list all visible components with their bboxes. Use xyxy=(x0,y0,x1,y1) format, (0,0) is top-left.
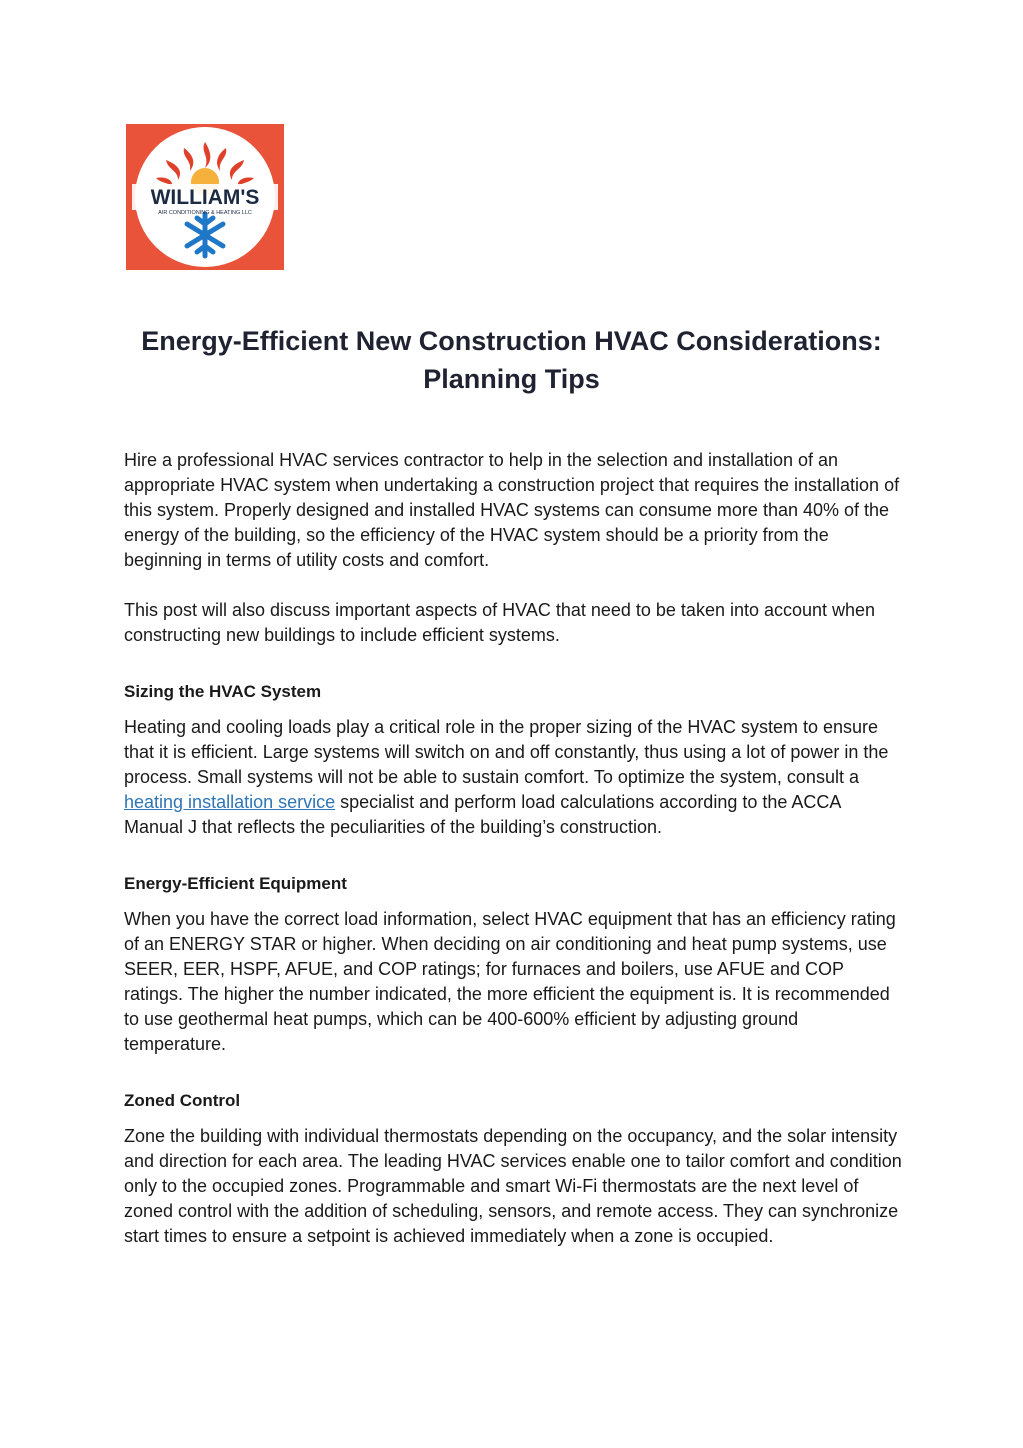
title-line-2: Planning Tips xyxy=(423,364,600,394)
sizing-text-before-link: Heating and cooling loads play a critical role in the proper sizing of the HVAC system to ensure that it is efficient. Large systems will switch on and off constantly, thus using a lot of power in the process. Small systems will not be able to sustain comfort. To optimize the system, consult a xyxy=(124,717,889,787)
company-logo xyxy=(126,124,284,270)
zoned-paragraph: Zone the building with individual thermostats depending on the occupancy, and the solar intensity and direction for each area. The leading HVAC services enable one to tailor comfort and condition only to the occupied zones. Programmable and smart Wi-Fi thermostats are the next level of zoned control with the addition of scheduling, sensors, and remote access. They can synchronize start times to ensure a setpoint is achieved immediately when a zone is occupied. xyxy=(124,1126,902,1246)
logo-tagline: AIR CONDITIONING & HEATING LLC xyxy=(158,210,252,216)
sun-snowflake-logo-icon xyxy=(126,124,284,270)
equipment-paragraph: When you have the correct load information, select HVAC equipment that has an efficiency rating of an ENERGY STAR or higher. When deciding on air conditioning and heat pump systems, use SEER, EER, HSPF, AFUE, and COP ratings; for furnaces and boilers, use AFUE and COP ratings. The higher the number indicated, the more efficient the equipment is. It is recommended to use geothermal heat pumps, which can be 400-600% efficient by adjusting ground temperature. xyxy=(124,909,896,1054)
intro-paragraph-2: This post will also discuss important aspects of HVAC that need to be taken into account when constructing new buildings to include efficient systems. xyxy=(124,600,876,645)
section-heading-sizing: Sizing the HVAC System xyxy=(124,682,322,701)
intro-paragraph-1: Hire a professional HVAC services contractor to help in the selection and installation of an appropriate HVAC system when undertaking a construction project that requires the installation of this system. Properly designed and installed HVAC systems can consume more than 40% of the energy of the building, so the efficiency of the HVAC system should be a priority from the beginning in terms of utility costs and comfort. xyxy=(124,450,900,570)
section-heading-equipment: Energy-Efficient Equipment xyxy=(124,874,347,893)
logo-wordmark: WILLIAM'S xyxy=(150,186,260,209)
sizing-text-after-link: specialist and perform load calculations according to the ACCA Manual J that reflects the peculiarities of the building’s construction. xyxy=(124,792,841,837)
heating-installation-service-link[interactable]: heating installation service xyxy=(124,792,336,812)
title-line-1: Energy-Efficient New Construction HVAC Considerations: xyxy=(141,326,882,356)
sizing-paragraph xyxy=(124,715,904,840)
page-title xyxy=(100,322,923,398)
section-heading-zoned: Zoned Control xyxy=(124,1091,241,1110)
